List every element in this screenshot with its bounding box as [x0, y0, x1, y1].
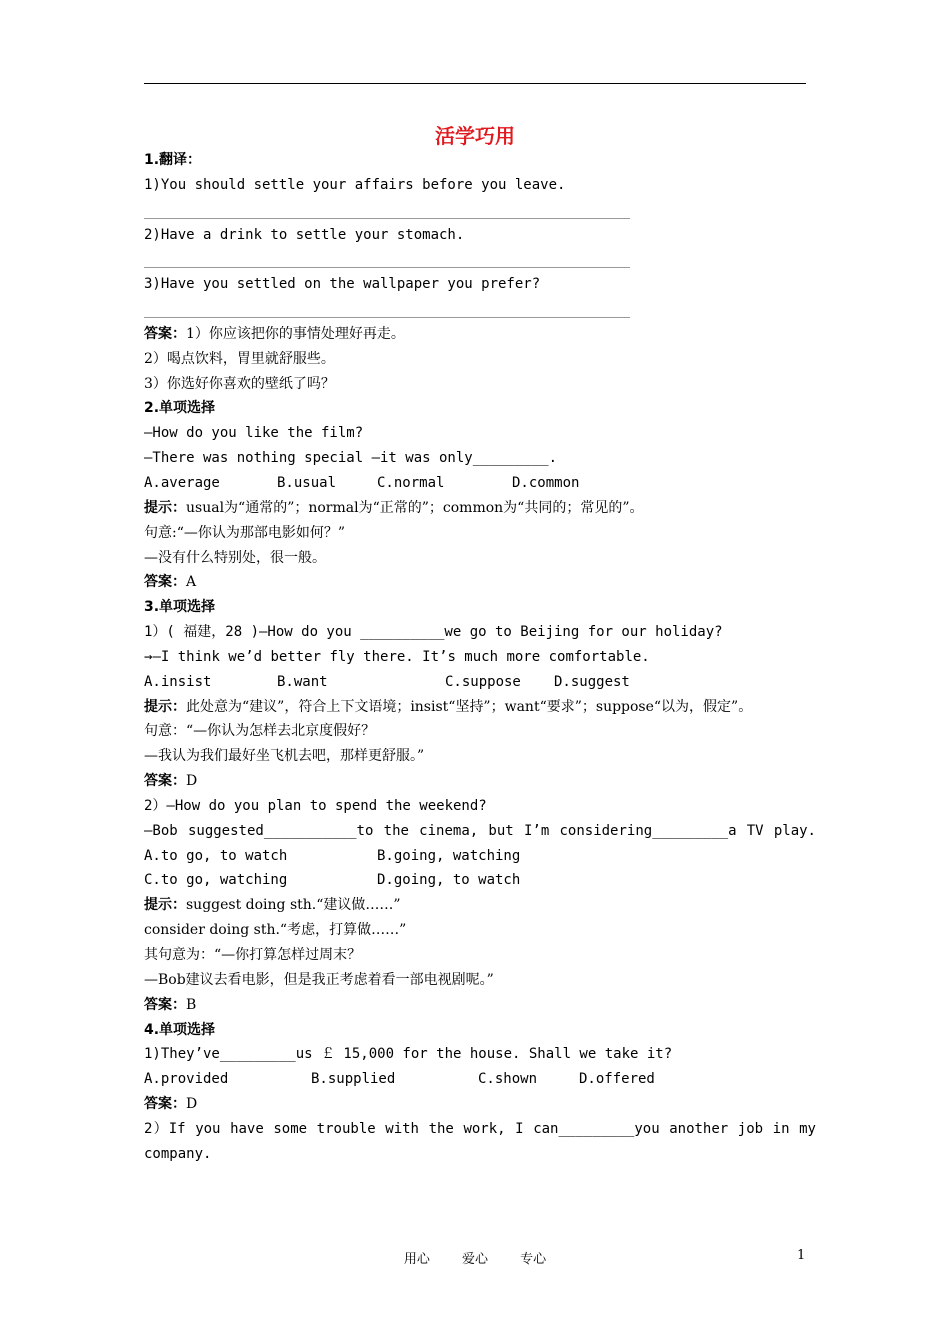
page-title: 活学巧用	[435, 124, 515, 148]
hint-text: suggest doing sth.“建议做……”	[186, 897, 401, 914]
s3-meaning-4: —Bob建议去看电影，但是我正考虑着看一部电视剧呢。”	[144, 971, 494, 988]
answer-blank-1	[144, 198, 816, 223]
option-b: B.want	[277, 673, 328, 690]
option-d: D.going, to watch	[377, 872, 521, 889]
answer-blank-2	[144, 247, 816, 272]
option-b: B.supplied	[311, 1071, 396, 1088]
s2-hint	[144, 496, 816, 521]
s3-q2-line-2: —Bob suggested___________to the cinema, but I’m considering_________a TV play.	[144, 822, 816, 839]
s3-meaning-3: 其句意为：“—你打算怎样过周末？	[144, 947, 362, 963]
option-d: D.offered	[579, 1071, 655, 1088]
s1-question-2: 2)Have a drink to settle your stomach.	[144, 226, 465, 243]
page-number: 1	[797, 1248, 806, 1263]
option-c: C.suppose	[445, 673, 521, 690]
s4-question-1: 1)They’ve_________us ￡ 15,000 for the house. Shall we take it?	[144, 1046, 673, 1063]
footer-word-3: 专心	[520, 1252, 547, 1267]
hint-label: 提示：	[144, 698, 186, 715]
s3-meaning-2: —我认为我们最好坐飞机去吧，那样更舒服。”	[144, 748, 425, 765]
answer-text: D	[186, 773, 198, 790]
s2-dialog-2: —There was nothing special —it was only_________.	[144, 450, 558, 467]
option-c: C.shown	[478, 1071, 538, 1088]
hint-label: 提示：	[144, 499, 186, 516]
option-c: C.to go, watching	[144, 872, 288, 889]
s1-question-1: 1)You should settle your affairs before you leave.	[144, 176, 566, 193]
header-rule	[144, 83, 806, 84]
section-3-heading: 3.单项选择	[144, 599, 216, 616]
s3-answer-2	[144, 993, 816, 1018]
s3-q2-options-1	[144, 844, 816, 869]
speaker-arrow-icon: →	[144, 648, 153, 665]
s3-q1-options	[144, 670, 816, 695]
answer-label: 答案：	[144, 1096, 186, 1113]
s1-question-3: 3)Have you settled on the wallpaper you prefer?	[144, 276, 541, 293]
s3-q1-line-1: 1）( 福建，28 )—How do you __________we go to Beijing for our holiday?	[144, 624, 723, 641]
footer-word-1: 用心	[403, 1252, 430, 1267]
s3-q2-line-1: 2）—How do you plan to spend the weekend?	[144, 797, 487, 814]
hint-text: 此处意为“建议”，符合上下文语境；insist“坚持”；want“要求”；suppose“以为，假定”。	[186, 698, 753, 715]
s1-answer-1	[144, 322, 816, 347]
s1-answer-2: 2）喝点饮料，胃里就舒服些。	[144, 350, 335, 367]
s3-hint	[144, 695, 816, 720]
answer-text: 1）你应该把你的事情处理好再走。	[186, 325, 405, 342]
content	[144, 148, 816, 1167]
s4-answer	[144, 1092, 816, 1117]
option-c: C.normal	[377, 474, 445, 491]
answer-blank-3	[144, 297, 816, 322]
answer-text: D	[186, 1096, 198, 1113]
s3-hint-2b: consider doing sth.“考虑，打算做……”	[144, 922, 407, 939]
page-footer	[0, 1248, 950, 1267]
s3-q1-line-2	[144, 645, 816, 670]
option-a: A.insist	[144, 673, 212, 690]
answer-label: 答案：	[144, 773, 186, 790]
answer-label: 答案：	[144, 325, 186, 342]
s3-answer-1	[144, 769, 816, 794]
option-d: D.suggest	[554, 673, 630, 690]
answer-label: 答案：	[144, 574, 186, 591]
s2-options	[144, 471, 816, 496]
footer-word-2: 爱心	[461, 1252, 488, 1267]
s3-q2-options-2	[144, 868, 816, 893]
section-4-heading: 4.单项选择	[144, 1021, 216, 1038]
s2-dialog-1: —How do you like the film?	[144, 425, 364, 442]
answer-text: B	[186, 996, 197, 1013]
section-2-heading: 2.单项选择	[144, 400, 216, 417]
answer-text: A	[186, 574, 197, 591]
s2-answer	[144, 570, 816, 595]
answer-label: 答案：	[144, 996, 186, 1013]
option-a: A.to go, to watch	[144, 847, 288, 864]
option-a: A.average	[144, 474, 220, 491]
option-a: A.provided	[144, 1071, 229, 1088]
s3-q1-reply: —I think we’d better fly there. It’s much more comfortable.	[152, 648, 650, 665]
hint-text: usual为“通常的”；normal为“正常的”；common为“共同的；常见的”。	[186, 499, 644, 516]
option-b: B.going, watching	[377, 847, 521, 864]
s2-meaning-2: —没有什么特别处，很一般。	[144, 549, 326, 566]
section-1-heading: 1.翻译：	[144, 152, 202, 168]
s4-options	[144, 1067, 816, 1092]
s1-answer-3: 3）你选好你喜欢的壁纸了吗？	[144, 375, 335, 392]
s2-meaning-1: 句意:“—你认为那部电影如何？”	[144, 524, 346, 541]
s4-question-2: 2）If you have some trouble with the work, I can_________you another job in my company.	[144, 1120, 816, 1162]
option-b: B.usual	[277, 474, 337, 491]
s3-hint-2a	[144, 893, 816, 918]
option-d: D.common	[512, 474, 580, 491]
s3-meaning-1: 句意：“—你认为怎样去北京度假好？	[144, 723, 376, 740]
hint-label: 提示：	[144, 897, 186, 914]
